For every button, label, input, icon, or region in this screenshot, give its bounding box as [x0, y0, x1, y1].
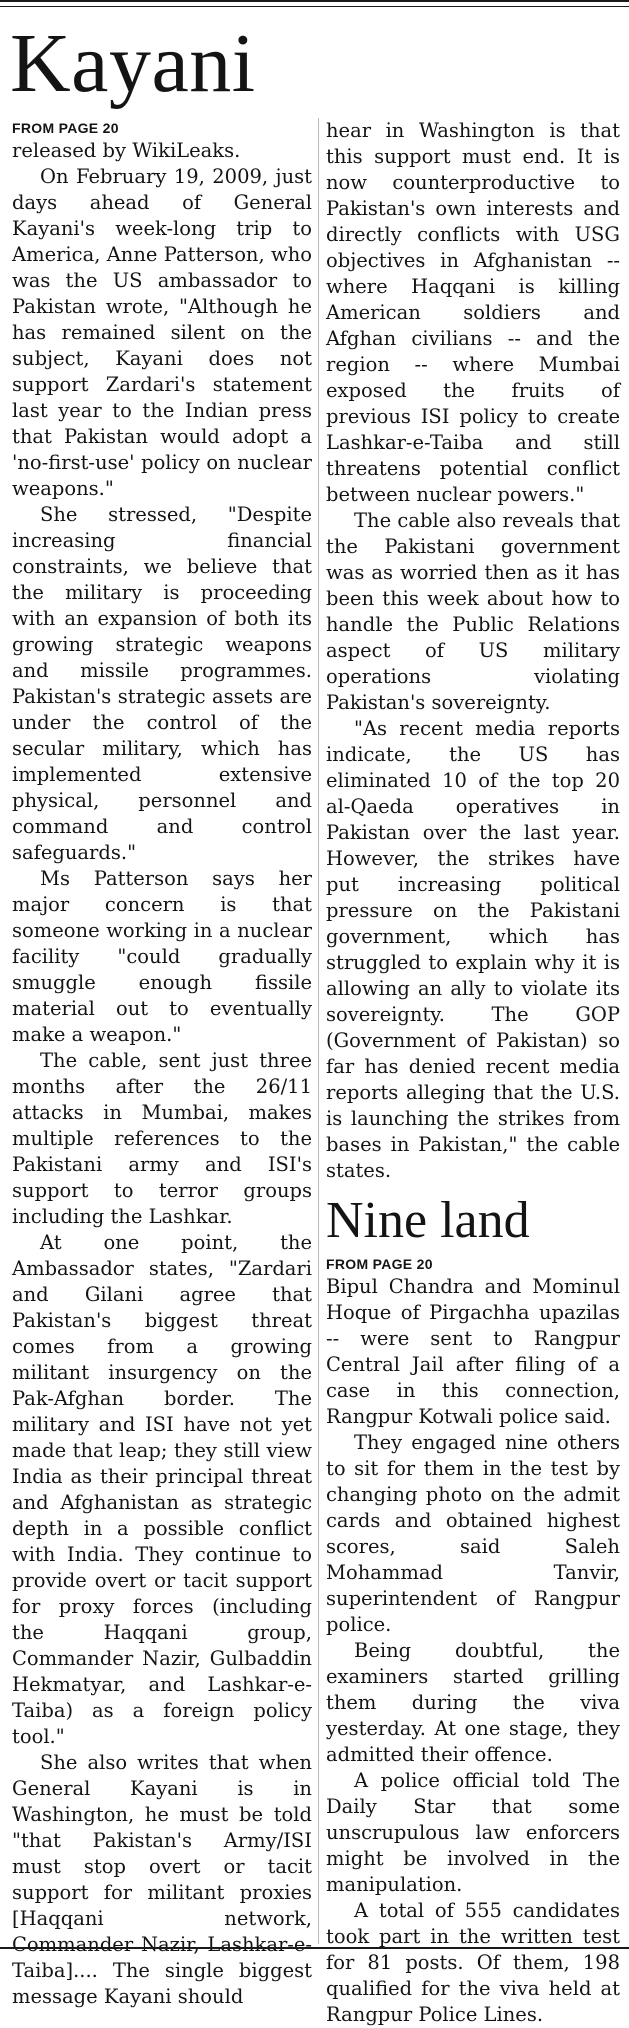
article-paragraph: hear in Washington is that this support must end. It is now counterproductive to Pakistan's own interests and directly conflicts with USG objectives in Afghanistan -- where Haqqani is killing American soldiers and Afghan civilians -- and the region -- where Mumbai exposed the fruits of previous ISI policy to create Lashkar-e-Taiba and still threatens potential conflict between nuclear powers." [326, 119, 620, 506]
kayani-left-body [12, 138, 312, 2010]
article-paragraph: She stressed, "Despite increasing financial constraints, we believe that the military is proceeding with an expansion of both its growing strategic weapons and missile programmes. Pakistan's strategic assets are under the control of the secular military, which has implemented extensive physical, personnel and command and control safeguards." [12, 503, 312, 864]
article-paragraph: A police official told The Daily Star that some unscrupulous law enforcers might be involved in the manipulation. [326, 1769, 620, 1896]
article-paragraph: She also writes that when General Kayani is in Washington, he must be told "that Pakistan's Army/ISI must stop overt or tacit support for militant proxies [Haqqani network, Commander Nazir, Lashkar-e-Taiba].... The single biggest message Kayani should [12, 1751, 312, 2008]
nine-land-headline: Nine land [326, 1192, 530, 1249]
article-paragraph: The cable also reveals that the Pakistani government was as worried then as it has been this week about how to handle the Public Relations aspect of US military operations violating Pakistan's sovereignty. [326, 509, 620, 714]
article-paragraph: The cable, sent just three months after the 26/11 attacks in Mumbai, makes multiple references to the Pakistani army and ISI's support to terror groups including the Lashkar. [12, 1049, 312, 1228]
kayani-jump-line: FROM PAGE 20 [12, 120, 119, 136]
article-paragraph: A total of 555 candidates took part in the written test for 81 posts. Of them, 198 qualified for the viva held at Rangpur Police Lines. [326, 1899, 620, 2026]
page-top-rule [0, 0, 629, 2]
nine-land-body [326, 1274, 620, 2028]
article-paragraph: At one point, the Ambassador states, "Zardari and Gilani agree that Pakistan's biggest threat comes from a growing militant insurgency on the Pak-Afghan border. The military and ISI have not yet made that leap; they still view India as their principal threat and Afghanistan as strategic depth in a possible conflict with India. They continue to provide overt or tacit support for proxy forces (including the Haqqani group, Commander Nazir, Gulbaddin Hekmatyar, and Lashkar-e-Taiba) as a foreign policy tool." [12, 1231, 312, 1748]
article-paragraph: released by WikiLeaks. [12, 139, 241, 162]
page-top-rule-thin [0, 6, 629, 7]
right-column [326, 118, 620, 2028]
article-paragraph: Being doubtful, the examiners started grilling them during the viva yesterday. At one stage, they admitted their offence. [326, 1639, 620, 1766]
kayani-left-column [12, 118, 312, 2010]
page-bottom-rule [0, 1947, 629, 1949]
kayani-right-body [326, 118, 620, 1184]
column-divider [318, 118, 319, 1944]
article-paragraph: On February 19, 2009, just days ahead of General Kayani's week-long trip to America, Anne Patterson, who was the US ambassador to Pakistan wrote, "Although he has remained silent on the subject, Kayani does not support Zardari's statement last year to the Indian press that Pakistan would adopt a 'no-first-use' policy on nuclear weapons." [12, 165, 312, 500]
article-paragraph: "As recent media reports indicate, the US has eliminated 10 of the top 20 al-Qaeda operatives in Pakistan over the last year. However, the strikes have put increasing political pressure on the Pakistani government, which has struggled to explain why it is allowing an ally to violate its sovereignty. The GOP (Government of Pakistan) so far has denied recent media reports alleging that the U.S. is launching the strikes from bases in Pakistan," the cable states. [326, 717, 620, 1182]
nine-land-jump-line: FROM PAGE 20 [326, 1256, 433, 1272]
article-paragraph: Bipul Chandra and Mominul Hoque of Pirgachha upazilas -- were sent to Rangpur Central Jail after filing of a case in this connection, Rangpur Kotwali police said. [326, 1275, 620, 1428]
article-paragraph: Ms Patterson says her major concern is that someone working in a nuclear facility "could gradually smuggle enough fissile material out to eventually make a weapon." [12, 867, 312, 1046]
kayani-headline: Kayani [10, 17, 256, 110]
article-paragraph: They engaged nine others to sit for them in the test by changing photo on the admit cards and obtained highest scores, said Saleh Mohammad Tanvir, superintendent of Rangpur police. [326, 1431, 620, 1636]
